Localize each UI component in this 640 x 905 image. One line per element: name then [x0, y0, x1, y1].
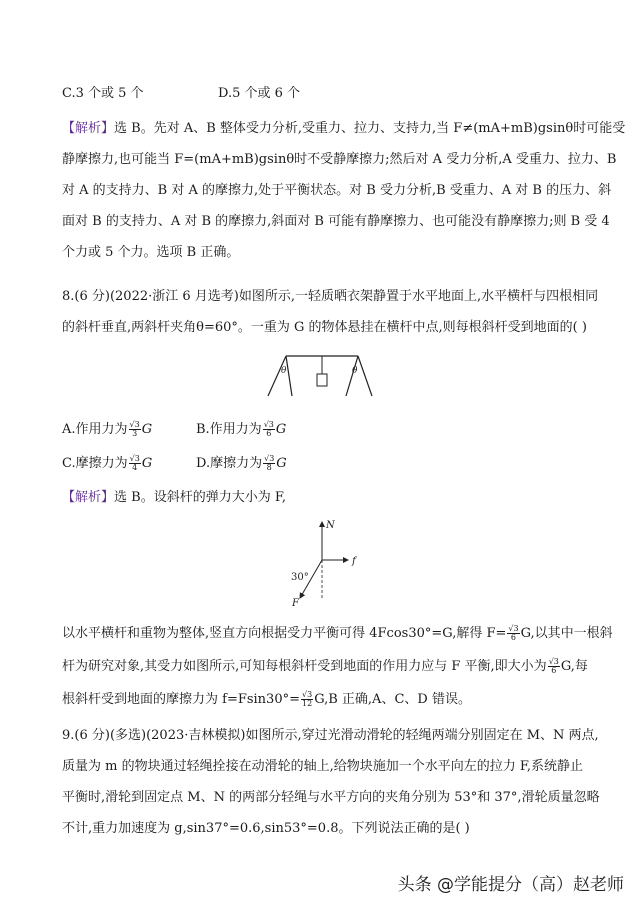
- option-a-suffix: G: [141, 422, 153, 437]
- option-d: D.5 个或 6 个: [218, 86, 301, 101]
- option-d-suffix: G: [276, 456, 287, 471]
- option-a: [62, 420, 152, 440]
- q8-analysis-line-1: [62, 624, 613, 644]
- option-b-suffix: G: [275, 422, 287, 437]
- option-b-prefix: B.作用力为: [196, 422, 262, 437]
- q8-line3-a: 根斜杆受到地面的摩擦力为 f=Fsin30°=: [62, 692, 300, 707]
- option-d-num: √3: [264, 454, 275, 463]
- option-c-suffix: G: [141, 456, 153, 471]
- option-a-num: √3: [129, 420, 140, 429]
- q8-stem-line-2: 的斜杆垂直,两斜杆夹角θ=60°。一重为 G 的物体悬挂在横杆中点,则每根斜杆受到地面的( ): [62, 320, 587, 335]
- q8-line1-den: 6: [510, 633, 517, 642]
- force-diagram: [286, 514, 366, 608]
- n-label: N: [326, 520, 335, 531]
- option-d-den: 8: [266, 463, 272, 472]
- q9-stem-line-1: 9.(6 分)(多选)(2023·吉林模拟)如图所示,穿过光滑动滑轮的轻绳两端分别固定在 M、N 两点,: [62, 728, 599, 743]
- option-c-den: 4: [132, 463, 138, 472]
- left-pole-inner: [286, 356, 292, 396]
- q8-analysis-line-3: [62, 690, 471, 710]
- analysis-label: 【解析】: [62, 121, 115, 136]
- q8-line1-a: 以水平横杆和重物为整体,竖直方向根据受力平衡可得 4Fcos30°=G,解得 F=: [62, 626, 507, 641]
- watermark: 头条 @学能提分（高）赵老师: [397, 875, 624, 895]
- q8-analysis-intro: [62, 488, 286, 508]
- option-a-den: 3: [132, 429, 138, 438]
- analysis-intro-text: 选 B。设斜杆的弹力大小为 F,: [114, 490, 286, 505]
- angle-label-right: θ: [352, 366, 358, 376]
- option-c-prefix: C.摩擦力为: [62, 456, 128, 471]
- angle-30-label: 30°: [291, 572, 309, 583]
- option-b-num: √3: [263, 420, 274, 429]
- option-a-prefix: A.作用力为: [62, 422, 128, 437]
- option-d-q8: [196, 454, 287, 474]
- q7-analysis-line-2: 静摩擦力,也可能当 F=(mA+mB)gsinθ时不受静摩擦力;然后对 A 受力分析,A 受重力、拉力、B: [62, 152, 617, 167]
- q9-stem-line-2: 质量为 m 的物块通过轻绳拴接在动滑轮的轴上,给物块施加一个水平向左的拉力 F,系统静止: [62, 759, 583, 774]
- q8-line2-a: 杆为研究对象,其受力如图所示,可知每根斜杆受到地面的作用力应与 F 平衡,即大小为: [62, 659, 547, 674]
- f-label: f: [352, 556, 356, 567]
- q8-line3-num: √3: [302, 690, 313, 699]
- clothes-rack-figure: [262, 352, 374, 402]
- analysis-text: 选 B。先对 A、B 整体受力分析,受重力、拉力、支持力,当 F≠(mA+mB)gsinθ时可能受: [114, 121, 626, 136]
- option-c-num: √3: [129, 454, 140, 463]
- hanging-weight: [317, 374, 327, 386]
- q8-line1-num: √3: [508, 624, 519, 633]
- q8-line1-b: G,以其中一根斜: [520, 626, 613, 641]
- q8-line3-den: 12: [302, 699, 313, 708]
- right-pole-outer: [358, 356, 372, 396]
- option-b-den: 6: [266, 429, 272, 438]
- F-label: F: [292, 598, 299, 608]
- q8-stem-line-1: 8.(6 分)(2022·浙江 6 月选考)如图所示,一轻质晒衣架静置于水平地面上,水平横杆与四根相同: [62, 289, 599, 304]
- analysis-label-q8: 【解析】: [62, 490, 115, 505]
- q8-line2-den: 6: [551, 666, 557, 675]
- option-b: [196, 420, 286, 440]
- angle-label-left: θ: [281, 366, 287, 376]
- option-c-q8: [62, 454, 152, 474]
- q9-stem-line-4: 不计,重力加速度为 g,sin37°=0.6,sin53°=0.8。下列说法正确的是( ): [62, 821, 470, 836]
- q7-analysis-line-5: 个力或 5 个力。选项 B 正确。: [62, 245, 240, 260]
- q8-line2-b: G,每: [560, 659, 588, 674]
- option-c: C.3 个或 5 个: [62, 86, 144, 101]
- q8-line2-num: √3: [548, 657, 559, 666]
- option-d-prefix: D.摩擦力为: [196, 456, 263, 471]
- q7-analysis-line-4: 面对 B 的支持力、A 对 B 的摩擦力,斜面对 B 可能有静摩擦力、也可能没有静摩擦力;则 B 受 4: [62, 214, 610, 229]
- q8-line3-b: G,B 正确,A、C、D 错误。: [314, 692, 471, 707]
- right-pole-inner: [346, 356, 358, 396]
- left-pole-outer: [268, 356, 286, 396]
- q8-analysis-line-2: [62, 657, 588, 677]
- q9-stem-line-3: 平衡时,滑轮到固定点 M、N 的两部分轻绳与水平方向的夹角分别为 53°和 37°,滑轮质量忽略: [62, 790, 600, 805]
- q7-analysis-line-1: [62, 119, 625, 139]
- q7-analysis-line-3: 对 A 的支持力、B 对 A 的摩擦力,处于平衡状态。对 B 受力分析,B 受重力、A 对 B 的压力、斜: [62, 183, 612, 198]
